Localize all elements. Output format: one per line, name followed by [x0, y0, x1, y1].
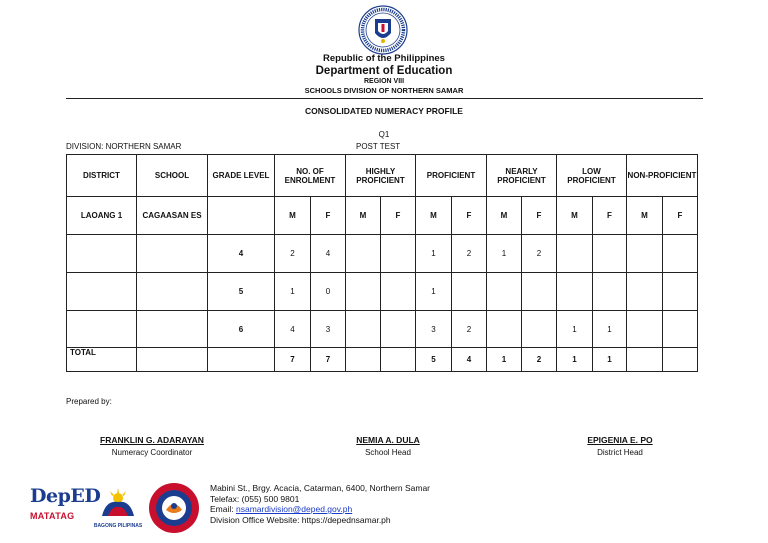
- enrolment-f: 3: [311, 311, 346, 348]
- proficient-m: 1: [416, 235, 452, 273]
- sub-m: M: [627, 197, 663, 235]
- proficient-m: 1: [416, 273, 452, 311]
- low-proficient-m: [557, 273, 593, 311]
- header-school: SCHOOL: [137, 155, 208, 197]
- grade-cell: [208, 197, 275, 235]
- header-grade-level: GRADE LEVEL: [208, 155, 275, 197]
- footer-email-label: Email:: [210, 504, 236, 514]
- prepared-by-label: Prepared by:: [66, 397, 112, 406]
- sub-m: M: [557, 197, 593, 235]
- grade-value: 4: [208, 235, 275, 273]
- highly-proficient-f: [381, 235, 416, 273]
- nearly-proficient-f: 2: [522, 235, 557, 273]
- sub-m: M: [416, 197, 452, 235]
- header-divider: [66, 98, 703, 99]
- enrolment-f: 4: [311, 235, 346, 273]
- total-nearly-proficient-f: 2: [522, 348, 557, 372]
- low-proficient-f: [593, 273, 627, 311]
- total-non-proficient-m: [627, 348, 663, 372]
- non-proficient-f: [663, 311, 698, 348]
- signatory-name-3: EPIGENIA E. PO: [587, 435, 653, 445]
- table-row-grade-6: [67, 311, 698, 348]
- signatory-role-1: Numeracy Coordinator: [111, 448, 193, 457]
- district-cell: LAOANG 1: [67, 197, 137, 235]
- non-proficient-m: [627, 235, 663, 273]
- table-row-grade-4: [67, 235, 698, 273]
- proficient-f: 2: [452, 235, 487, 273]
- total-nearly-proficient-m: 1: [487, 348, 522, 372]
- division-office-heading: SCHOOLS DIVISION OF NORTHERN SAMAR: [304, 86, 464, 95]
- header-highly-proficient: HIGHLY PROFICIENT: [346, 155, 416, 197]
- proficient-f: 2: [452, 311, 487, 348]
- total-proficient-m: 5: [416, 348, 452, 372]
- highly-proficient-m: [346, 311, 381, 348]
- highly-proficient-f: [381, 273, 416, 311]
- nearly-proficient-m: 1: [487, 235, 522, 273]
- low-proficient-m: 1: [557, 311, 593, 348]
- footer-contact: [210, 483, 430, 525]
- total-enrolment-f: 7: [311, 348, 346, 372]
- matatag-wordmark: MATATAG: [30, 511, 75, 521]
- sub-f: F: [663, 197, 698, 235]
- deped-wordmark: DepED: [30, 485, 101, 507]
- footer-email-link[interactable]: nsamardivision@deped.gov.ph: [235, 504, 353, 514]
- total-proficient-f: 4: [452, 348, 487, 372]
- highly-proficient-m: [346, 235, 381, 273]
- enrolment-m: 4: [275, 311, 311, 348]
- numeracy-profile-table: [66, 154, 698, 372]
- total-highly-proficient-m: [346, 348, 381, 372]
- total-enrolment-m: 7: [275, 348, 311, 372]
- sub-f: F: [593, 197, 627, 235]
- header-row: [67, 155, 698, 197]
- footer-telefax: Telefax: (055) 500 9801: [210, 493, 300, 504]
- test-label: POST TEST: [356, 142, 401, 151]
- region-heading: REGION VIII: [363, 78, 405, 85]
- school-cell: CAGAASAN ES: [137, 197, 208, 235]
- total-row: [67, 348, 698, 372]
- proficient-m: 3: [416, 311, 452, 348]
- deped-matatag-logo: [30, 485, 101, 530]
- total-label: TOTAL: [67, 348, 137, 372]
- total-low-proficient-m: 1: [557, 348, 593, 372]
- signatory-role-3: District Head: [597, 448, 643, 457]
- footer-address: Mabini St., Brgy. Acacia, Catarman, 6400, Northern Samar: [210, 483, 430, 493]
- non-proficient-f: [663, 273, 698, 311]
- nearly-proficient-m: [487, 311, 522, 348]
- proficient-f: [452, 273, 487, 311]
- total-low-proficient-f: 1: [593, 348, 627, 372]
- grade-value: 6: [208, 311, 275, 348]
- header-enrolment: NO. OF ENROLMENT: [275, 155, 346, 197]
- sub-f: F: [381, 197, 416, 235]
- sub-m: M: [275, 197, 311, 235]
- header-nearly-proficient: NEARLY PROFICIENT: [487, 155, 557, 197]
- header-low-proficient: LOW PROFICIENT: [557, 155, 627, 197]
- deped-seal-logo: [358, 5, 408, 55]
- sub-f: F: [311, 197, 346, 235]
- quarter-label: Q1: [378, 130, 390, 139]
- low-proficient-f: [593, 235, 627, 273]
- signatory-role-2: School Head: [365, 448, 411, 457]
- header-proficient: PROFICIENT: [416, 155, 487, 197]
- low-proficient-f: 1: [593, 311, 627, 348]
- republic-heading: Republic of the Philippines: [323, 53, 445, 64]
- non-proficient-m: [627, 311, 663, 348]
- total-non-proficient-f: [663, 348, 698, 372]
- sub-m: M: [346, 197, 381, 235]
- non-proficient-m: [627, 273, 663, 311]
- header-district: DISTRICT: [67, 155, 137, 197]
- non-proficient-f: [663, 235, 698, 273]
- highly-proficient-f: [381, 311, 416, 348]
- signatory-name-1: FRANKLIN G. ADARAYAN: [100, 435, 204, 445]
- sub-f: F: [452, 197, 487, 235]
- report-title: CONSOLIDATED NUMERACY PROFILE: [305, 106, 463, 116]
- footer-email-line: [210, 504, 430, 515]
- enrolment-m: 1: [275, 273, 311, 311]
- nearly-proficient-m: [487, 273, 522, 311]
- subheader-row: [67, 197, 698, 235]
- bagong-pilipinas-text: BAGONG PILIPINAS: [93, 523, 143, 529]
- table-row-grade-5: [67, 273, 698, 311]
- department-heading: Department of Education: [315, 65, 453, 77]
- nearly-proficient-f: [522, 311, 557, 348]
- division-label: DIVISION: NORTHERN SAMAR: [66, 142, 182, 151]
- bagong-pilipinas-logo: [96, 484, 140, 520]
- sub-m: M: [487, 197, 522, 235]
- nearly-proficient-f: [522, 273, 557, 311]
- enrolment-f: 0: [311, 273, 346, 311]
- division-seal-logo: [148, 482, 200, 534]
- footer-website: Division Office Website: https://depednsamar.ph: [210, 514, 391, 525]
- total-highly-proficient-f: [381, 348, 416, 372]
- highly-proficient-m: [346, 273, 381, 311]
- signatory-name-2: NEMIA A. DULA: [356, 435, 420, 445]
- header-non-proficient: NON-PROFICIENT: [627, 155, 698, 197]
- enrolment-m: 2: [275, 235, 311, 273]
- low-proficient-m: [557, 235, 593, 273]
- sub-f: F: [522, 197, 557, 235]
- grade-value: 5: [208, 273, 275, 311]
